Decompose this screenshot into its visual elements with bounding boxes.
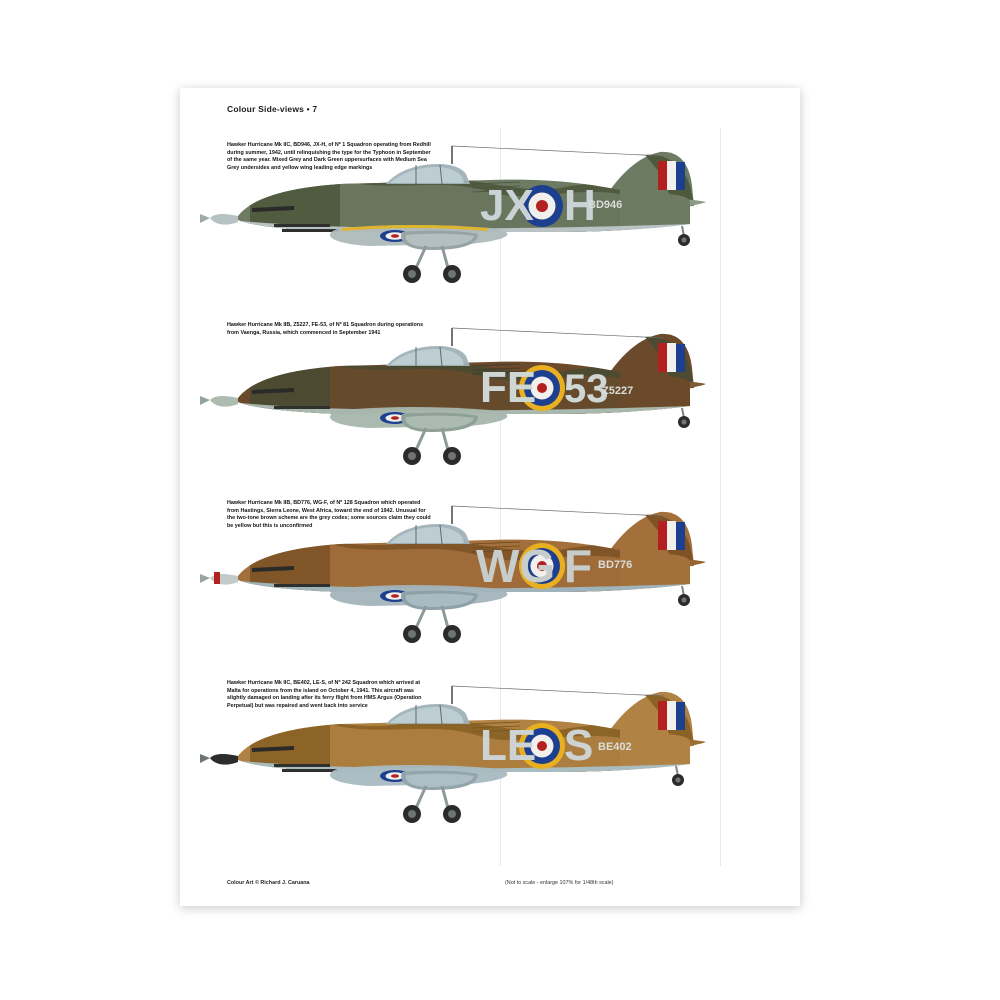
code-left-3: WG [476,540,556,592]
code-right-4: S [564,721,594,770]
aircraft-artwork-4 [190,668,790,858]
serial-3: BD776 [598,559,633,571]
scale-note: (Not to scale - enlarge 107% for 1/48th scale) [505,880,614,886]
code-left-1: JX [480,181,534,230]
code-right-1: H [564,181,596,230]
plate-caption-2: Hawker Hurricane Mk IIB, Z5227, FE-53, of Nº 81 Squadron during operations from Vaenga, Russia, which commenced in September 1941 [227,322,424,336]
spinner-1 [210,214,238,225]
profile-plate-2 [180,310,800,490]
code-right-3: F [564,540,593,592]
plate-caption-1: Hawker Hurricane Mk IIC, BD946, JX-H, of Nº 1 Squadron operating from Redhill during summer, 1942, until relinquishing the type for the Typhoon in September of the same year. Mixed Grey and Dark Green uppersurfaces with Medium Sea Grey undersides and yellow wing leading edge markings [227,142,431,172]
serial-2: Z5227 [602,385,634,397]
spinner-2 [210,396,238,407]
profile-plate-1 [180,128,800,318]
serial-1: BD946 [588,199,623,211]
code-left-2: FE [480,363,537,412]
credit-text: Colour Art © Richard J. Caruana [227,880,310,886]
code-right-2: 53 [564,367,609,411]
profile-plate-3 [180,488,800,668]
plate-caption-4: Hawker Hurricane Mk IIC, BE402, LE-S, of Nº 242 Squadron which arrived at Malta for operations from the island on October 4, 1941. This aircraft was slightly damaged on landing after its ferry flight from HMS Argus (Operation Perpetual) but was repaired and went back into service [227,680,422,710]
profile-plate-4 [180,668,800,858]
code-left-4: LE [480,721,537,770]
aircraft-artwork-2 [190,310,790,490]
spinner-4 [210,754,238,765]
aircraft-artwork-3 [190,488,790,668]
aircraft-artwork-1 [190,128,790,318]
page-footer [227,880,747,886]
page-header: Colour Side-views • 7 [227,104,318,114]
serial-4: BE402 [598,741,632,753]
printed-page [180,88,800,906]
plate-caption-3: Hawker Hurricane Mk IIB, BD776, WG-F, of Nº 128 Squadron which operated from Hastings, Sierra Leone, West Africa, toward the end of 1942. Unusual for the two-tone brown scheme are the grey codes; some sources claim they could be yellow but this is unconfirmed [227,500,431,530]
